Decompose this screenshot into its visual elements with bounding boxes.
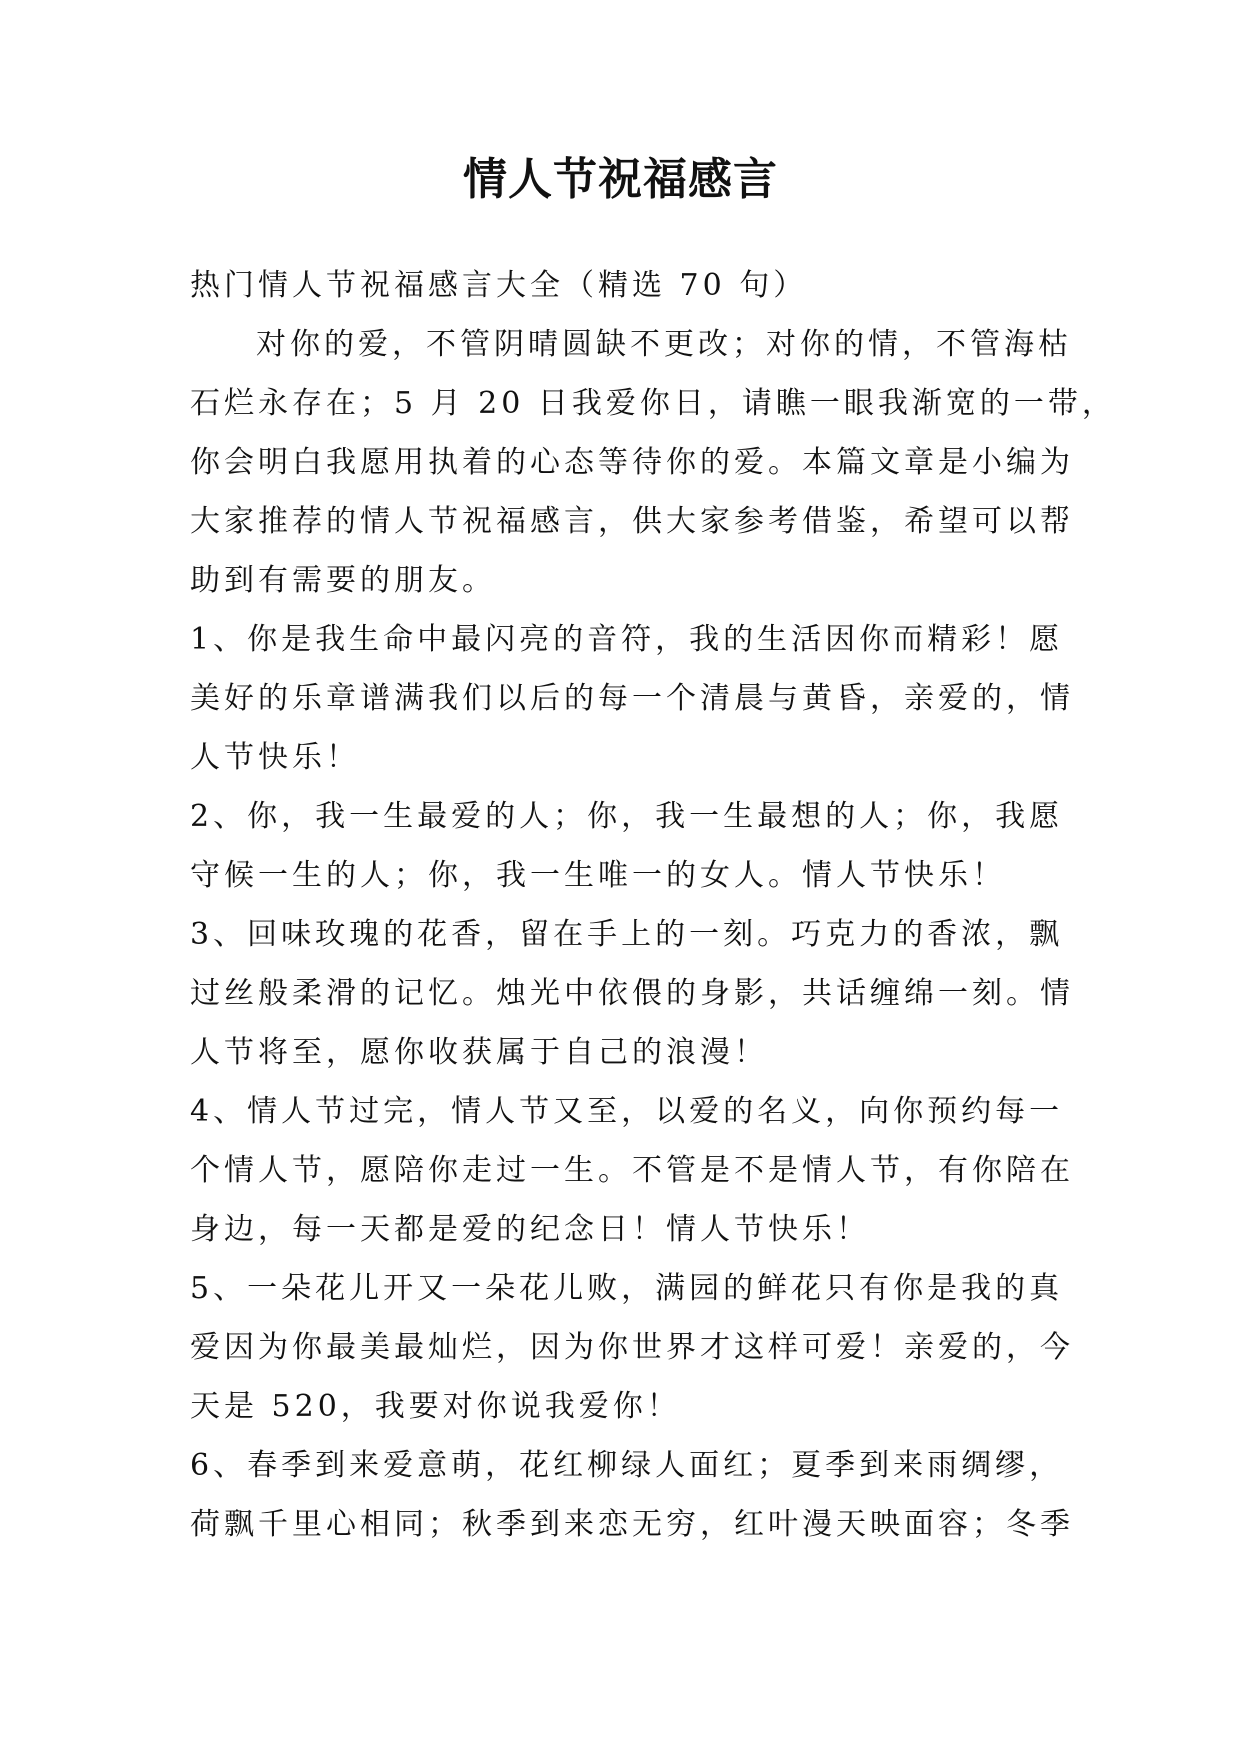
text-line: 石烂永存在；5 月 20 日我爱你日，请瞧一眼我渐宽的一带， (190, 386, 1116, 421)
document-title: 情人节祝福感言 (463, 154, 778, 205)
text-line: 1、你是我生命中最闪亮的音符，我的生活因你而精彩！愿 (190, 622, 1064, 657)
text-line: 3、回味玫瑰的花香，留在手上的一刻。巧克力的香浓，飘 (190, 917, 1064, 952)
text-line: 大家推荐的情人节祝福感言，供大家参考借鉴，希望可以帮 (190, 504, 1074, 539)
document-body (190, 256, 1116, 1554)
text-line: 美好的乐章谱满我们以后的每一个清晨与黄昏，亲爱的，情 (190, 681, 1074, 716)
text-line: 过丝般柔滑的记忆。烛光中依偎的身影，共话缠绵一刻。情 (190, 976, 1074, 1011)
text-line: 人节将至，愿你收获属于自己的浪漫！ (190, 1035, 768, 1070)
text-line: 守候一生的人；你，我一生唯一的女人。情人节快乐！ (190, 858, 1006, 893)
text-line: 5、一朵花儿开又一朵花儿败，满园的鲜花只有你是我的真 (190, 1271, 1064, 1306)
intro-heading: 热门情人节祝福感言大全（精选 70 句） (190, 268, 808, 303)
text-line: 人节快乐！ (190, 740, 360, 775)
text-line: 天是 520，我要对你说我爱你！ (190, 1389, 681, 1424)
text-line: 对你的爱，不管阴晴圆缺不更改；对你的情，不管海枯 (256, 327, 1072, 362)
text-line: 4、情人节过完，情人节又至，以爱的名义，向你预约每一 (190, 1094, 1064, 1129)
text-line: 荷飘千里心相同；秋季到来恋无穷，红叶漫天映面容；冬季 (190, 1507, 1074, 1542)
text-line: 个情人节，愿陪你走过一生。不管是不是情人节，有你陪在 (190, 1153, 1074, 1188)
text-line: 2、你，我一生最爱的人；你，我一生最想的人；你，我愿 (190, 799, 1064, 834)
text-line: 助到有需要的朋友。 (190, 563, 496, 598)
text-line: 爱因为你最美最灿烂，因为你世界才这样可爱！亲爱的，今 (190, 1330, 1074, 1365)
text-line: 6、春季到来爱意萌，花红柳绿人面红；夏季到来雨绸缪， (190, 1448, 1064, 1483)
text-line: 你会明白我愿用执着的心态等待你的爱。本篇文章是小编为 (190, 445, 1074, 480)
text-line: 身边，每一天都是爱的纪念日！情人节快乐！ (190, 1212, 870, 1247)
